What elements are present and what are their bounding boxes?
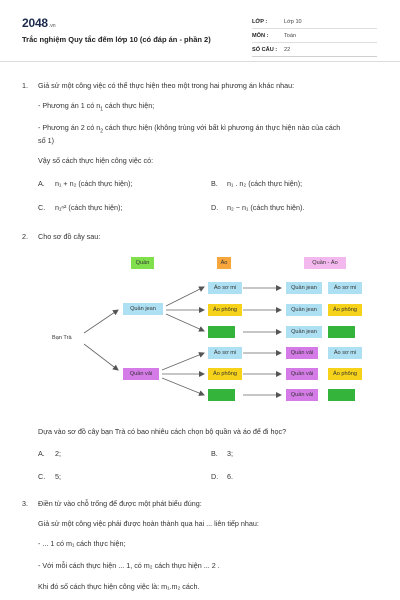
header-divider xyxy=(0,61,400,62)
option-text-a[interactable]: n₁ + n₂ (cách thực hiện); xyxy=(55,179,133,188)
question-number: 1. xyxy=(22,81,28,90)
pair-quan: Quần vải xyxy=(286,389,318,401)
option-text-c[interactable]: n₁ⁿ² (cách thực hiện); xyxy=(55,203,123,212)
node-ao-polo: Áo polo xyxy=(208,326,235,338)
node-quan-jean: Quần jean xyxy=(123,303,163,315)
meta-row-subject xyxy=(252,29,377,43)
subscript: 1 xyxy=(100,106,104,113)
option-text-a[interactable]: 2; xyxy=(55,449,61,458)
header-quan-ao: Quần - Áo xyxy=(304,257,346,269)
arrow-root-jean xyxy=(84,310,118,333)
option-text-c[interactable]: 5; xyxy=(55,472,61,481)
question-line: Vậy số cách thực hiện công việc có: xyxy=(38,156,154,165)
meta-value: Toán xyxy=(284,32,297,39)
option-text-b[interactable]: n₁ . n₂ (cách thực hiện); xyxy=(227,179,303,188)
pair-quan: Quần jean xyxy=(286,326,322,338)
question-line: Giả sử một công việc phải được hoàn thành qua hai ... liên tiếp nhau: xyxy=(38,519,259,528)
node-ao-so-mi: Áo sơ mi xyxy=(208,282,242,294)
subscript: 2 xyxy=(100,128,104,135)
option-text-d[interactable]: 6. xyxy=(227,472,233,481)
node-quan-vai: Quần vải xyxy=(123,368,159,380)
question-number: 2. xyxy=(22,232,28,241)
header-ao: Áo xyxy=(217,257,231,269)
node-ao-polo: Áo polo xyxy=(208,389,235,401)
question-line: Dựa vào sơ đồ cây bạn Trà có bao nhiêu cách chọn bộ quần và áo để đi học? xyxy=(38,427,287,436)
pair-quan: Quần jean xyxy=(286,282,322,294)
pair-ao: Áo polo xyxy=(328,389,355,401)
option-text-b[interactable]: 3; xyxy=(227,449,233,458)
meta-row-grade xyxy=(252,15,377,29)
node-ao-phong: Áo phông xyxy=(208,304,242,316)
meta-label: MÔN : xyxy=(252,32,269,39)
question-line: số 1) xyxy=(38,136,54,145)
pair-ao: Áo phông xyxy=(328,304,362,316)
option-letter-c[interactable]: C. xyxy=(38,472,46,481)
pair-ao: Áo phông xyxy=(328,368,362,380)
option-letter-d[interactable]: D. xyxy=(211,472,219,481)
question-line: - ... 1 có m₁ cách thực hiện; xyxy=(38,539,126,548)
option-letter-b[interactable]: B. xyxy=(211,449,218,458)
node-ao-so-mi: Áo sơ mi xyxy=(208,347,242,359)
option-letter-a[interactable]: A. xyxy=(38,179,45,188)
question-line xyxy=(38,123,340,134)
option-letter-a[interactable]: A. xyxy=(38,449,45,458)
line-text: - Phương án 2 có n xyxy=(38,123,101,132)
option-text-d[interactable]: n₂ − n₁ (cách thực hiện). xyxy=(227,203,305,212)
line-text: cách thực hiện (không trùng với bất kì phương án thực hiện nào của cách xyxy=(103,123,341,132)
node-ao-phong: Áo phông xyxy=(208,368,242,380)
logo-text: 2048 xyxy=(22,16,48,30)
line-text: - Phương án 1 có n xyxy=(38,101,101,110)
meta-value: Lớp 10 xyxy=(284,18,302,25)
meta-label: LỚP : xyxy=(252,18,268,25)
meta-label: SỐ CÂU : xyxy=(252,46,278,53)
question-line: - Với mỗi cách thực hiện ... 1, có m₂ cách thực hiện ... 2 . xyxy=(38,561,220,570)
pair-ao: Áo sơ mi xyxy=(328,282,362,294)
meta-row-count xyxy=(252,43,377,57)
option-letter-c[interactable]: C. xyxy=(38,203,46,212)
meta-table xyxy=(252,15,377,57)
question-line xyxy=(38,101,154,112)
header-quan: Quần xyxy=(131,257,154,269)
pair-ao: Áo sơ mi xyxy=(328,347,362,359)
site-logo[interactable] xyxy=(22,16,56,30)
question-number: 3. xyxy=(22,499,28,508)
pair-quan: Quần vải xyxy=(286,368,318,380)
logo-suffix: .vn xyxy=(48,23,56,29)
pair-ao: Áo polo xyxy=(328,326,355,338)
pair-quan: Quần jean xyxy=(286,304,322,316)
pair-quan: Quần vải xyxy=(286,347,318,359)
question-stem: Cho sơ đồ cây sau: xyxy=(38,232,101,241)
page-title: Trắc nghiệm Quy tắc đếm lớp 10 (có đáp án - phần 2) xyxy=(22,35,211,44)
option-letter-b[interactable]: B. xyxy=(211,179,218,188)
question-stem: Điền từ vào chỗ trống để được một phát biểu đúng: xyxy=(38,499,202,508)
tree-root: Bạn Trà xyxy=(52,335,72,341)
line-text: cách thực hiện; xyxy=(103,101,155,110)
option-letter-d[interactable]: D. xyxy=(211,203,219,212)
question-stem: Giả sử một công việc có thể thực hiện theo một trong hai phương án khác nhau: xyxy=(38,81,295,90)
question-line: Khi đó số cách thực hiện công việc là: m₁.m₂ cách. xyxy=(38,582,200,591)
arrow-root-vai xyxy=(84,344,118,370)
meta-value: 22 xyxy=(284,46,291,53)
